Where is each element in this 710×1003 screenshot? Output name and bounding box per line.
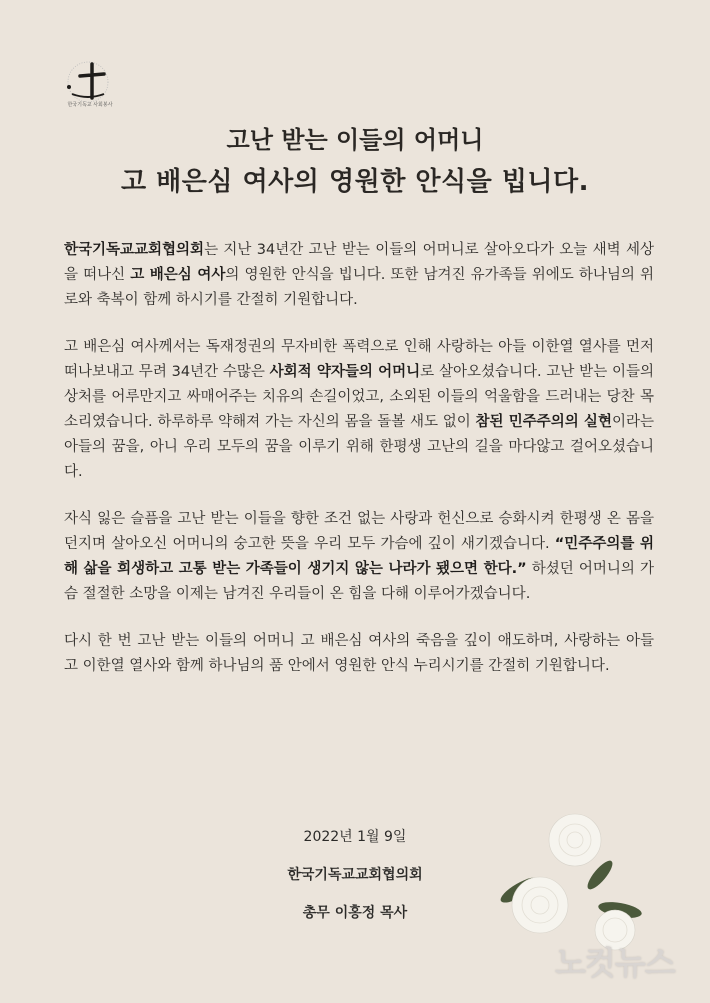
news-watermark: 노컷뉴스: [555, 944, 675, 982]
logo-caption: 한국기독교 사회봉사: [67, 102, 113, 108]
emphasis-text: 참된 민주주의의 실현: [475, 414, 612, 430]
title-line-2: 고 배은심 여사의 영원한 안식을 빕니다.: [121, 167, 589, 197]
emphasis-text: 고 배은심 여사: [130, 267, 226, 283]
emphasis-text: 사회적 약자들의 어머니: [269, 364, 421, 380]
signing-organization: 한국기독교교회협의회: [287, 867, 423, 883]
body-text-run: 하셨던 어머니의 가슴 절절한 소망을 이제는 남겨진 우리들이 온 힘을 다해 이루어가겠습니다.: [64, 561, 654, 602]
emphasis-text: “민주주의를 위해 삶을 희생하고 고통 받는 가족들이 생기지 않는 나라가 됐으면 한다.”: [64, 536, 654, 577]
page-title: [0, 120, 710, 204]
body-text-run: 의 영원한 안식을 빕니다. 또한 남겨진 유가족들 위에도 하나님의 위로와 축복이 함께 하시기를 간절히 기원합니다.: [64, 267, 655, 308]
body-text-run: 고 배은심 여사께서는 독재정권의 무자비한 폭력으로 인해 사랑하는 아들 이한열 열사를 먼저 떠나보내고 무려 34년간 수많은: [64, 339, 654, 380]
emphasis-text: 한국기독교교회협의회: [64, 242, 205, 258]
body-text-run: 는 지난 34년간 고난 받는 이들의 어머니로 살아오다가 오늘 새벽 세상을 떠나신: [64, 242, 654, 283]
paragraph-3: [64, 507, 654, 607]
chrysanthemum-illustration: [480, 800, 660, 960]
body-text-run: 로 살아오셨습니다. 고난 받는 이들의 상처를 어루만지고 싸매어주는 치유의 손길이었고, 소외된 이들의 억울함을 드러내는 당찬 목소리였습니다. 하루하루 약해져 가는 자신의 몸을 돌볼 새도 없이: [64, 364, 654, 430]
paragraph-2: [64, 335, 654, 485]
body-text-run: 자식 잃은 슬픔을 고난 받는 이들을 향한 조건 없는 사랑과 헌신으로 승화시켜 한평생 온 몸을 던지며 살아오신 어머니의 숭고한 뜻을 우리 모두 가슴에 깊이 새기겠습니다.: [64, 511, 654, 552]
paragraph-1: [64, 238, 654, 313]
statement-date: 2022년 1월 9일: [303, 829, 407, 845]
body-text-run: 이라는 아들의 꿈을, 아니 우리 모두의 꿈을 이루기 위해 한평생 고난의 길을 마다않고 걸어오셨습니다.: [64, 414, 654, 480]
memorial-statement: [64, 238, 654, 701]
body-text-run: 다시 한 번 고난 받는 이들의 어머니 고 배은심 여사의 죽음을 깊이 애도하며, 사랑하는 아들 고 이한열 열사와 함께 하나님의 품 안에서 영원한 안식 누리시기를 간절히 기원합니다.: [64, 633, 654, 674]
paragraph-4: [64, 629, 654, 679]
title-line-1: 고난 받는 이들의 어머니: [226, 126, 484, 154]
signatory: 총무 이홍정 목사: [302, 905, 408, 921]
